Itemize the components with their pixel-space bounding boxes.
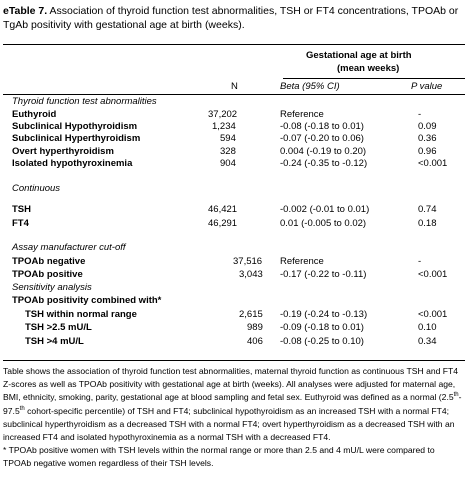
footnote-asterisk-note: * TPOAb positive women with TSH levels within the normal range or more than 2.5 and 4 mU/L were compared to TPOAb negative women regardless of their TSH levels.: [3, 445, 435, 469]
row-p: -: [418, 256, 422, 267]
section-thyroid: Thyroid function test abnormalities: [12, 96, 157, 107]
row-p: 0.18: [418, 218, 437, 229]
row-label: TPOAb negative: [12, 256, 86, 267]
row-label: Isolated hypothyroxinemia: [12, 158, 133, 169]
row-n: 37,202: [208, 109, 238, 120]
row-p: 0.96: [418, 146, 437, 157]
footnote-text: Table shows the association of thyroid function test abnormalities, maternal thyroid function as continuous TSH and FT4 Z-scores as well as TPOAb positivity with gestational age at birth (weeks). All analyses were adjusted for maternal age, BMI, ethnicity, smoking, parity, gestational age at blood sampling and fetal sex. Euthyroid was defined as a normal (2.5: [3, 366, 459, 403]
row-label: TSH >4 mU/L: [25, 336, 84, 347]
column-header-p: P value: [411, 81, 443, 92]
row-label-group: TPOAb positivity combined with*: [12, 295, 162, 306]
row-n: 328: [220, 146, 236, 157]
row-beta: Reference: [280, 256, 324, 267]
row-label: FT4: [12, 218, 29, 229]
row-p: 0.09: [418, 121, 437, 132]
row-p: 0.10: [418, 322, 437, 333]
footnote-text: cohort-specific percentile) of TSH and FT4; subclinical hypothyroidism as an increased TSH with a normal FT4; subclinical hyperthyroidism as a decreased TSH with a normal FT4; overt hyperthyroidism as a decreased TSH with an increased FT4 and isolated hypothyroxinemia as a normal TSH with a decreased FT4.: [3, 405, 455, 443]
row-beta: -0.08 (-0.25 to 0.10): [280, 336, 364, 347]
row-n: 406: [247, 336, 263, 347]
row-n: 2,615: [239, 309, 263, 320]
group-header-line2: (mean weeks): [337, 63, 400, 74]
row-label: TPOAb positive: [12, 269, 83, 280]
row-n: 904: [220, 158, 236, 169]
row-p: <0.001: [418, 309, 448, 320]
row-p: 0.74: [418, 204, 437, 215]
superscript: th: [19, 405, 25, 412]
section-continuous: Continuous: [12, 183, 61, 194]
top-rule: [3, 44, 465, 45]
section-sensitivity: Sensitivity analysis: [12, 282, 92, 293]
row-n: 46,291: [208, 218, 238, 229]
row-n: 594: [220, 133, 236, 144]
superscript: th: [453, 392, 459, 399]
row-n: 46,421: [208, 204, 238, 215]
row-n: 1,234: [212, 121, 236, 132]
footnote-text: -97.5: [3, 392, 462, 416]
row-p: 0.34: [418, 336, 437, 347]
bottom-rule: [3, 360, 465, 361]
row-label: Subclinical Hyperthyroidism: [12, 133, 141, 144]
row-beta: -0.17 (-0.22 to -0.11): [280, 269, 367, 280]
column-header-n: N: [231, 81, 238, 92]
row-label: TSH within normal range: [25, 309, 137, 320]
row-label: TSH >2.5 mU/L: [25, 322, 92, 333]
section-assay: Assay manufacturer cut-off: [12, 242, 126, 253]
row-beta: -0.002 (-0.01 to 0.01): [280, 204, 370, 215]
row-label: Overt hyperthyroidism: [12, 146, 114, 157]
row-label: TSH: [12, 204, 31, 215]
row-n: 3,043: [239, 269, 263, 280]
row-label: Subclinical Hypothyroidism: [12, 121, 138, 132]
column-header-beta: Beta (95% CI): [280, 81, 340, 92]
footnote-paragraph: [3, 365, 465, 444]
table-caption-label: eTable 7.: [3, 5, 48, 17]
header-rule: [3, 94, 465, 95]
group-header-rule: [283, 78, 465, 79]
row-n: 989: [247, 322, 263, 333]
row-beta: -0.24 (-0.35 to -0.12): [280, 158, 368, 169]
table-caption-text: Association of thyroid function test abnormalities, TSH or FT4 concentrations, TPOAb or TgAb positivity with gestational age at birth (weeks).: [3, 5, 459, 31]
row-beta: -0.09 (-0.18 to 0.01): [280, 322, 364, 333]
row-beta: 0.01 (-0.005 to 0.02): [280, 218, 367, 229]
row-p: <0.001: [418, 158, 448, 169]
row-p: <0.001: [418, 269, 448, 280]
row-p: -: [418, 109, 422, 120]
row-beta: 0.004 (-0.19 to 0.20): [280, 146, 367, 157]
table-footnote: [3, 365, 465, 471]
row-n: 37,516: [233, 256, 263, 267]
table-caption: [3, 4, 463, 32]
row-beta: Reference: [280, 109, 324, 120]
row-label: Euthyroid: [12, 109, 57, 120]
row-p: 0.36: [418, 133, 437, 144]
row-beta: -0.19 (-0.24 to -0.13): [280, 309, 368, 320]
row-beta: -0.07 (-0.20 to 0.06): [280, 133, 364, 144]
row-beta: -0.08 (-0.18 to 0.01): [280, 121, 364, 132]
group-header-line1: Gestational age at birth: [306, 50, 412, 61]
